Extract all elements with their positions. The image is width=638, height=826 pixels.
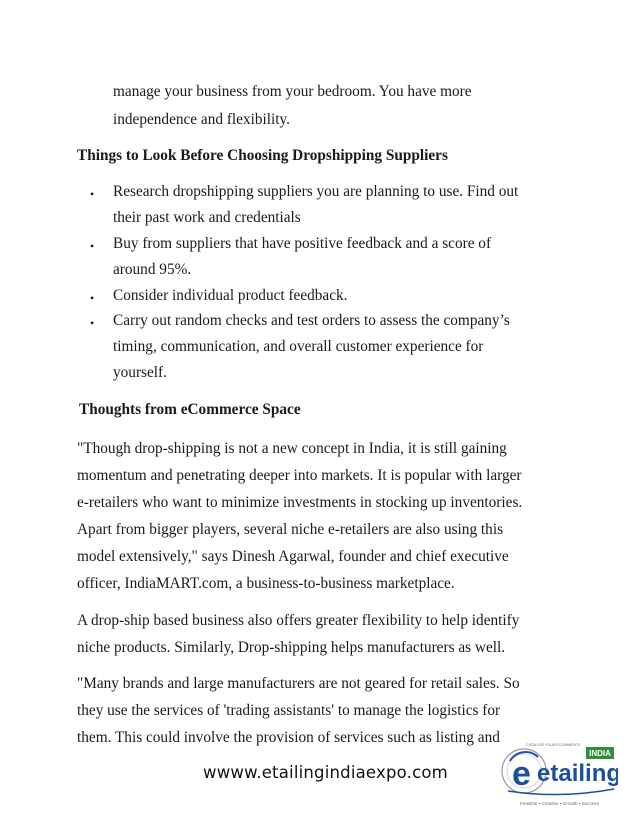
paragraph-line: "Many brands and large manufacturers are not geared for retail sales. So	[77, 675, 520, 692]
bullet-dot: •	[90, 239, 95, 253]
intro-line-1: manage your business from your bedroom. You have more	[113, 83, 472, 100]
footer-website-url: wwww.etailingindiaexpo.com	[203, 763, 448, 782]
bullet-dot: •	[90, 316, 95, 330]
paragraph-line: momentum and penetrating deeper into markets. It is popular with larger	[77, 467, 522, 484]
paragraph-line: they use the services of 'trading assistants' to manage the logistics for	[77, 702, 501, 719]
paragraph-line: "Though drop-shipping is not a new concept in India, it is still gaining	[77, 440, 507, 457]
logo-tagline: Feasible • Creative • Growth • Success	[520, 801, 600, 806]
bullet-3-line-1: Consider individual product feedback.	[113, 287, 348, 304]
bullet-2-line-1: Buy from suppliers that have positive feedback and a score of	[113, 235, 492, 252]
section-heading-suppliers: Things to Look Before Choosing Dropshipping Suppliers	[77, 147, 448, 164]
bullet-dot: •	[90, 187, 95, 201]
paragraph-line: officer, IndiaMART.com, a business-to-business marketplace.	[77, 575, 455, 592]
paragraph-line: them. This could involve the provision of services such as listing and	[77, 729, 500, 746]
etailing-india-logo	[500, 741, 618, 811]
logo-badge-text: INDIA	[589, 749, 611, 758]
logo-ring-text: CATALYSE YOUR ECOMMERCE	[526, 743, 581, 747]
bullet-4-line-2: timing, communication, and overall customer experience for	[113, 338, 484, 355]
bullet-1-line-2: their past work and credentials	[113, 209, 301, 226]
paragraph-line: A drop-ship based business also offers greater flexibility to help identify	[77, 612, 520, 629]
paragraph-line: niche products. Similarly, Drop-shipping helps manufacturers as well.	[77, 639, 506, 656]
bullet-1-line-1: Research dropshipping suppliers you are planning to use. Find out	[113, 183, 519, 200]
bullet-2-line-2: around 95%.	[113, 261, 192, 278]
paragraph-line: e-retailers who want to minimize investments in stocking up inventories.	[77, 494, 523, 511]
paragraph-line: Apart from bigger players, several niche e-retailers are also using this	[77, 521, 504, 538]
bullet-4-line-3: yourself.	[113, 364, 167, 381]
paragraph-line: model extensively," says Dinesh Agarwal, founder and chief executive	[77, 548, 509, 565]
svg-text:e: e	[512, 755, 531, 793]
bullet-dot: •	[90, 291, 95, 305]
bullet-4-line-1: Carry out random checks and test orders to assess the company’s	[113, 312, 510, 329]
section-heading-thoughts: Thoughts from eCommerce Space	[79, 401, 301, 418]
logo-brand-text: etailing	[537, 760, 618, 787]
logo-graphic	[500, 741, 618, 811]
intro-line-2: independence and flexibility.	[113, 111, 290, 128]
